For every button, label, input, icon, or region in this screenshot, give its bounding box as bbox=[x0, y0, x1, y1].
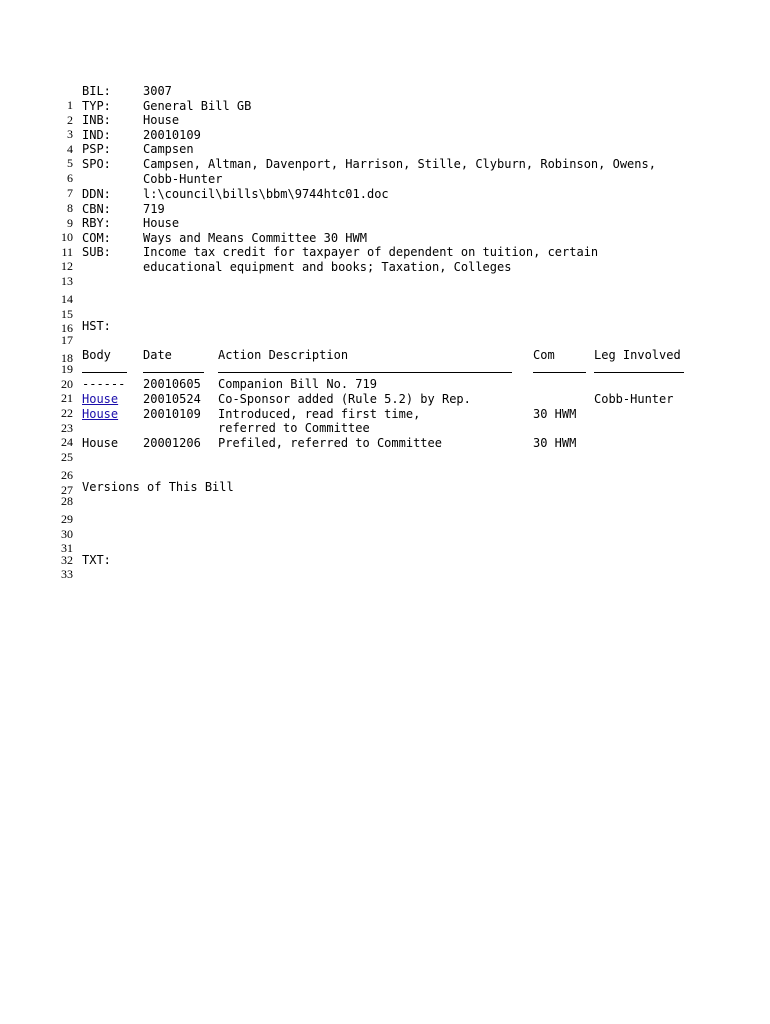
hst-label: HST: bbox=[82, 319, 111, 333]
txt-label: TXT: bbox=[82, 553, 111, 567]
column-header-body: Body bbox=[82, 348, 111, 362]
bil-value: 3007 bbox=[143, 84, 172, 98]
cbn-value: 719 bbox=[143, 202, 165, 216]
column-rule bbox=[143, 372, 204, 373]
line-number: 7 bbox=[67, 186, 73, 200]
ind-label: IND: bbox=[82, 128, 111, 142]
column-header-action: Action Description bbox=[218, 348, 349, 362]
line-number: 24 bbox=[61, 435, 73, 449]
doc-line bbox=[0, 498, 770, 526]
sub-label: SUB: bbox=[82, 245, 111, 259]
line-number: 5 bbox=[67, 156, 73, 170]
line-number: 11 bbox=[61, 245, 73, 259]
rby-value: House bbox=[143, 216, 180, 230]
row-body-house-link[interactable]: House bbox=[82, 407, 119, 421]
line-number: 18 bbox=[61, 351, 73, 365]
ind-value: 20010109 bbox=[143, 128, 201, 142]
line-number: 4 bbox=[67, 142, 73, 156]
line-number: 21 bbox=[61, 391, 73, 405]
doc-line bbox=[0, 553, 770, 581]
row-body-house-link[interactable]: House bbox=[82, 392, 119, 406]
line-number: 32 bbox=[61, 553, 73, 567]
cbn-label: CBN: bbox=[82, 202, 111, 216]
line-number: 33 bbox=[61, 567, 73, 581]
row-action: Prefiled, referred to Committee bbox=[218, 436, 442, 450]
line-number: 27 bbox=[61, 483, 73, 497]
ddn-value: l:\council\bills\bbm\9744htc01.doc bbox=[143, 187, 389, 201]
line-number: 1 bbox=[67, 98, 73, 112]
line-number: 10 bbox=[61, 230, 73, 244]
inb-value: House bbox=[143, 113, 180, 127]
row-action: Co-Sponsor added (Rule 5.2) by Rep. bbox=[218, 392, 471, 406]
psp-label: PSP: bbox=[82, 142, 111, 156]
column-rule bbox=[594, 372, 684, 373]
column-rule bbox=[218, 372, 512, 373]
row-date: 20010605 bbox=[143, 377, 201, 391]
psp-value: Campsen bbox=[143, 142, 194, 156]
line-number: 9 bbox=[67, 216, 73, 230]
typ-value: General Bill GB bbox=[143, 99, 252, 113]
row-com: 30 HWM bbox=[533, 407, 577, 421]
line-number: 23 bbox=[61, 421, 73, 435]
line-number: 30 bbox=[61, 527, 73, 541]
ddn-label: DDN: bbox=[82, 187, 111, 201]
bil-label: BIL: bbox=[82, 84, 111, 98]
versions-heading: Versions of This Bill bbox=[82, 480, 234, 494]
row-action: Introduced, read first time, bbox=[218, 407, 421, 421]
line-number: 22 bbox=[61, 406, 73, 420]
line-number: 16 bbox=[61, 321, 73, 335]
doc-line bbox=[0, 513, 770, 541]
doc-line bbox=[0, 454, 770, 482]
row-action: Companion Bill No. 719 bbox=[218, 377, 377, 391]
doc-line bbox=[0, 260, 770, 288]
spo-value-continued: Cobb-Hunter bbox=[143, 172, 223, 186]
row-body: ------ bbox=[82, 377, 126, 391]
row-com: 30 HWM bbox=[533, 436, 577, 450]
column-rule bbox=[533, 372, 586, 373]
column-header-leg: Leg Involved bbox=[594, 348, 681, 362]
line-number: 17 bbox=[61, 333, 73, 347]
line-number: 15 bbox=[61, 307, 73, 321]
line-number: 19 bbox=[61, 362, 73, 376]
spo-value: Campsen, Altman, Davenport, Harrison, Stille, Clyburn, Robinson, Owens, bbox=[143, 157, 656, 171]
sub-value: Income tax credit for taxpayer of dependent on tuition, certain bbox=[143, 245, 599, 259]
column-rule bbox=[82, 372, 127, 373]
spo-label: SPO: bbox=[82, 157, 111, 171]
com-value: Ways and Means Committee 30 HWM bbox=[143, 231, 367, 245]
line-number: 31 bbox=[61, 541, 73, 555]
line-number: 13 bbox=[61, 274, 73, 288]
column-header-date: Date bbox=[143, 348, 172, 362]
row-body: House bbox=[82, 436, 119, 450]
inb-label: INB: bbox=[82, 113, 111, 127]
line-number: 8 bbox=[67, 201, 73, 215]
row-date: 20001206 bbox=[143, 436, 201, 450]
history-header-row bbox=[0, 348, 770, 376]
line-number: 12 bbox=[61, 259, 73, 273]
line-number: 25 bbox=[61, 450, 73, 464]
rby-label: RBY: bbox=[82, 216, 111, 230]
line-number: 29 bbox=[61, 512, 73, 526]
line-number: 14 bbox=[61, 292, 73, 306]
line-number: 26 bbox=[61, 468, 73, 482]
com-label: COM: bbox=[82, 231, 111, 245]
doc-line bbox=[0, 319, 770, 347]
line-number: 20 bbox=[61, 377, 73, 391]
row-date: 20010109 bbox=[143, 407, 201, 421]
line-number: 2 bbox=[67, 113, 73, 127]
row-date: 20010524 bbox=[143, 392, 201, 406]
sub-value-continued: educational equipment and books; Taxation, Colleges bbox=[143, 260, 512, 274]
row-leg-involved: Cobb-Hunter bbox=[594, 392, 674, 406]
line-number: 6 bbox=[67, 171, 73, 185]
doc-line bbox=[0, 278, 770, 306]
table-row bbox=[0, 436, 770, 464]
row-action-continued: referred to Committee bbox=[218, 421, 370, 435]
line-number: 3 bbox=[67, 127, 73, 141]
line-number: 28 bbox=[61, 494, 73, 508]
column-header-com: Com bbox=[533, 348, 555, 362]
doc-line bbox=[0, 293, 770, 321]
typ-label: TYP: bbox=[82, 99, 111, 113]
doc-line bbox=[0, 480, 770, 508]
